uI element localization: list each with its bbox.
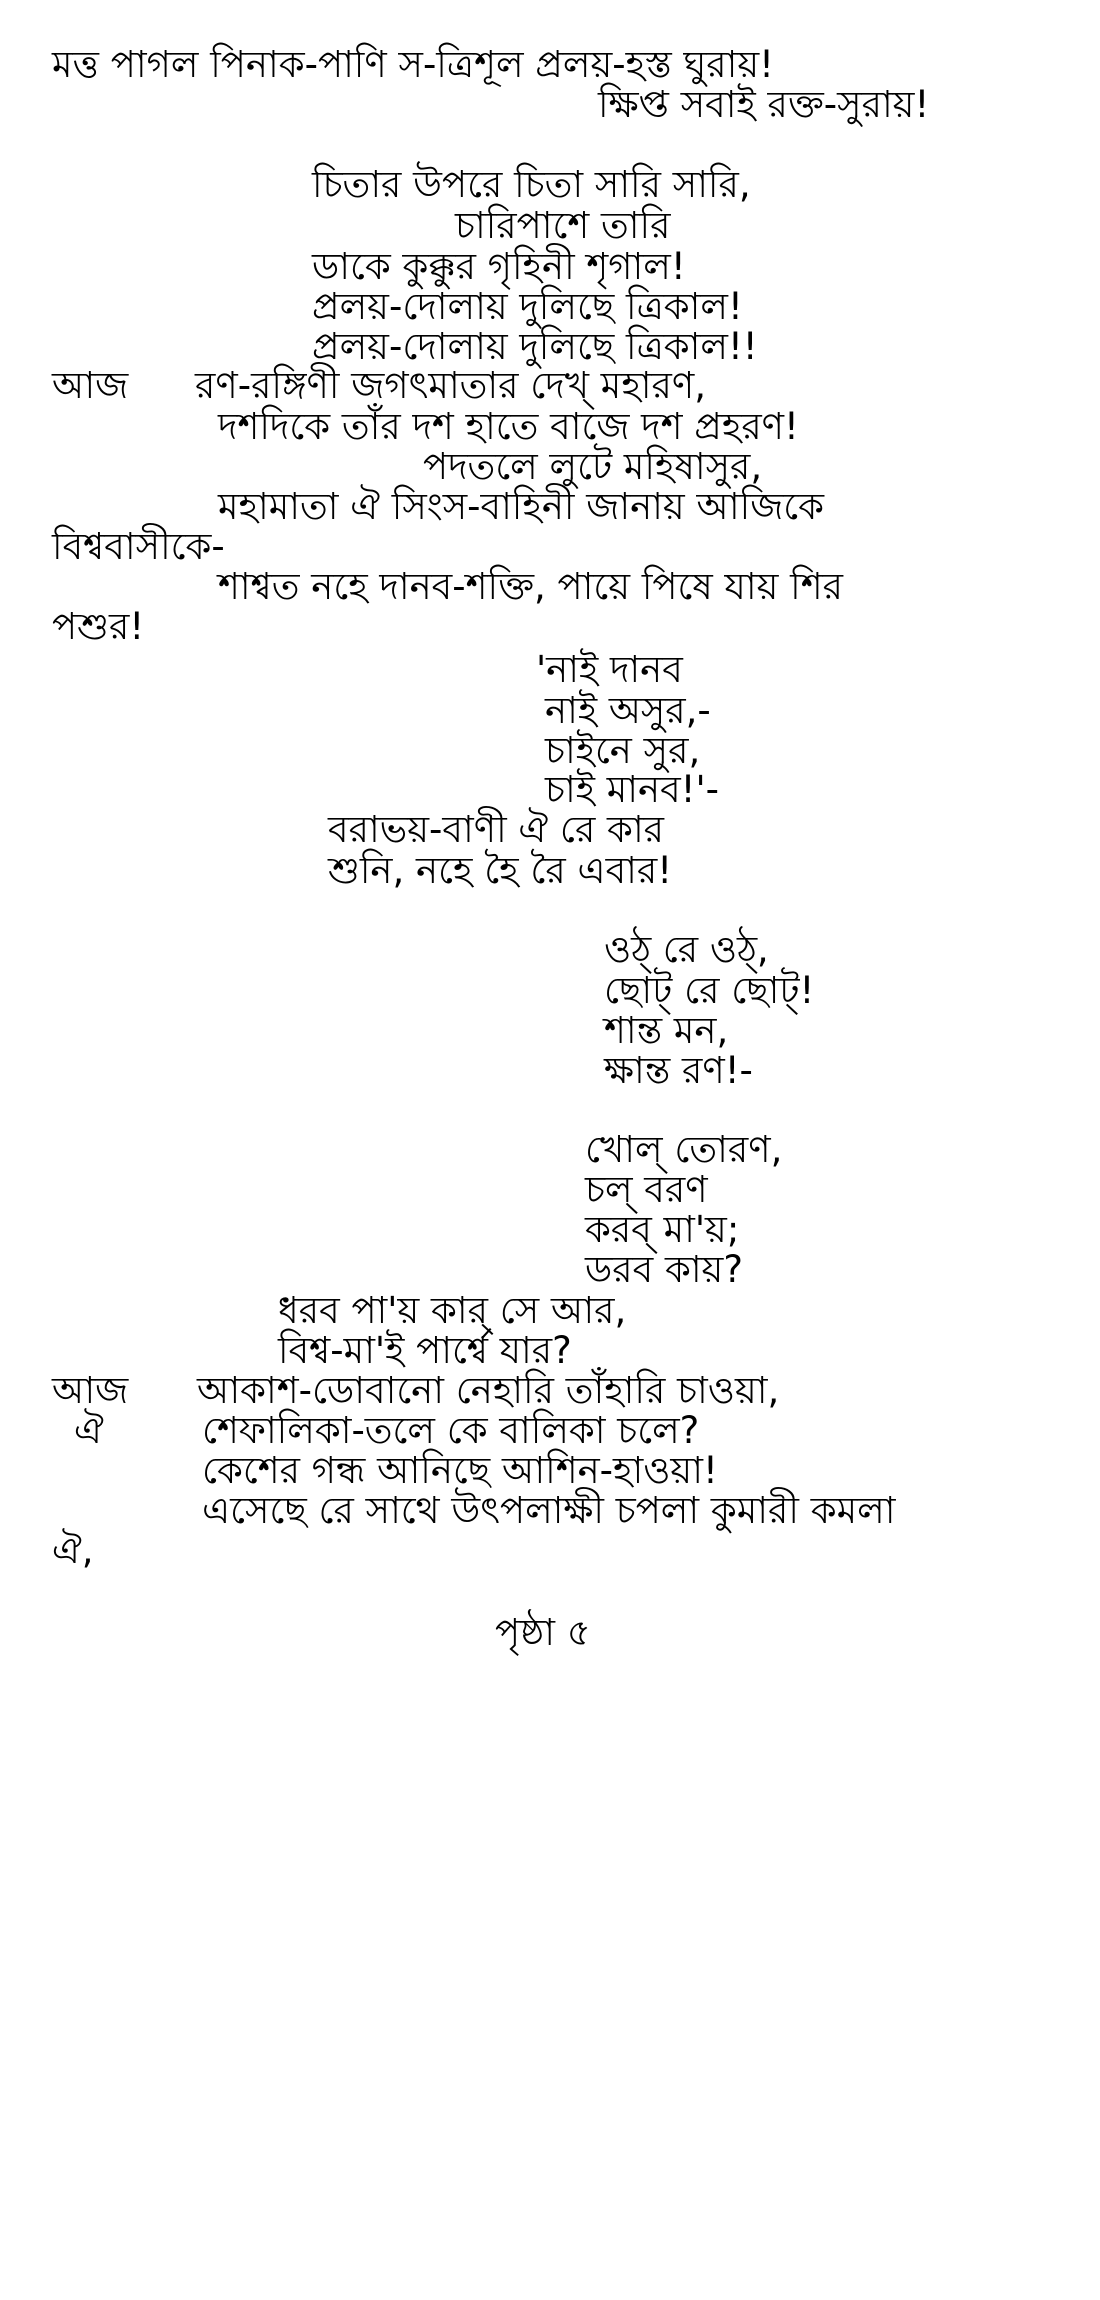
poem-line: খোল্ তোরণ, bbox=[585, 1128, 783, 1171]
poem-line: পদতলে লুটে মহিষাসুর, bbox=[423, 445, 763, 488]
poem-line: বরাভয়-বাণী ঐ রে কার bbox=[328, 808, 665, 851]
poem-line: মত্ত পাগল পিনাক-পাণি স-ত্রিশূল প্রলয়-হস্ত ঘুরায়! bbox=[52, 43, 775, 86]
poem-line: প্রলয়-দোলায় দুলিছে ত্রিকাল! bbox=[312, 285, 743, 328]
poem-line: চাইনে সুর, bbox=[545, 729, 701, 772]
poem-line: ওঠ্ রে ওঠ্, bbox=[604, 928, 769, 971]
poem-line: এসেছে রে সাথে উৎপলাক্ষী চপলা কুমারী কমলা bbox=[202, 1489, 896, 1532]
poem-line: কেশের গন্ধ আনিছে আশিন-হাওয়া! bbox=[202, 1449, 718, 1492]
poem-line: দশদিকে তাঁর দশ হাতে বাজে দশ প্রহরণ! bbox=[218, 405, 799, 448]
poem-line: ধরব পা'য় কার্ সে আর, bbox=[278, 1289, 627, 1332]
poem-line: ছোট্ রে ছোট্! bbox=[604, 969, 815, 1012]
poem-line: বিশ্ববাসীকে- bbox=[52, 525, 225, 568]
poem-line: শেফালিকা-তলে কে বালিকা চলে? bbox=[202, 1409, 700, 1452]
poem-line: ঐ, bbox=[52, 1529, 94, 1572]
poem-line: আকাশ-ডোবানো নেহারি তাঁহারি চাওয়া, bbox=[197, 1369, 780, 1412]
poem-line: চাই মানব!'- bbox=[545, 768, 720, 811]
line-lead: আজ bbox=[52, 1369, 129, 1412]
poem-line: ক্ষান্ত রণ!- bbox=[604, 1049, 753, 1092]
poem-line: ডাকে কুক্কুর গৃহিনী শৃগাল! bbox=[312, 245, 686, 288]
poem-line: পশুর! bbox=[52, 605, 145, 648]
poem-line: চারিপাশে তারি bbox=[455, 204, 671, 247]
poem-line: শাশ্বত নহে দানব-শক্তি, পায়ে পিষে যায় শির bbox=[218, 565, 843, 608]
line-lead: ঐ bbox=[74, 1409, 104, 1452]
poem-line: ডরব কায়? bbox=[585, 1248, 743, 1291]
poem-line: মহামাতা ঐ সিংস-বাহিনী জানায় আজিকে bbox=[218, 485, 825, 528]
line-lead: আজ bbox=[52, 364, 129, 407]
poem-line: শান্ত মন, bbox=[604, 1009, 729, 1052]
poem-line: রণ-রঙ্গিণী জগৎমাতার দেখ্ মহারণ, bbox=[195, 364, 706, 407]
poem-line: নাই অসুর,- bbox=[545, 689, 711, 732]
poem-line: বিশ্ব-মা'ই পার্শ্বে যার? bbox=[278, 1329, 572, 1372]
poem-line: চল্ বরণ bbox=[585, 1168, 708, 1211]
page-number: পৃষ্ঠা ৫ bbox=[495, 1611, 591, 1654]
poem-line: চিতার উপরে চিতা সারি সারি, bbox=[312, 163, 751, 206]
poem-line: 'নাই দানব bbox=[536, 648, 683, 691]
poem-line: করব্ মা'য়; bbox=[585, 1208, 740, 1251]
poem-line: ক্ষিপ্ত সবাই রক্ত-সুরায়! bbox=[598, 83, 930, 126]
poem-line: প্রলয়-দোলায় দুলিছে ত্রিকাল!! bbox=[312, 325, 758, 368]
poem-line: শুনি, নহে হৈ রৈ এবার! bbox=[328, 849, 673, 892]
